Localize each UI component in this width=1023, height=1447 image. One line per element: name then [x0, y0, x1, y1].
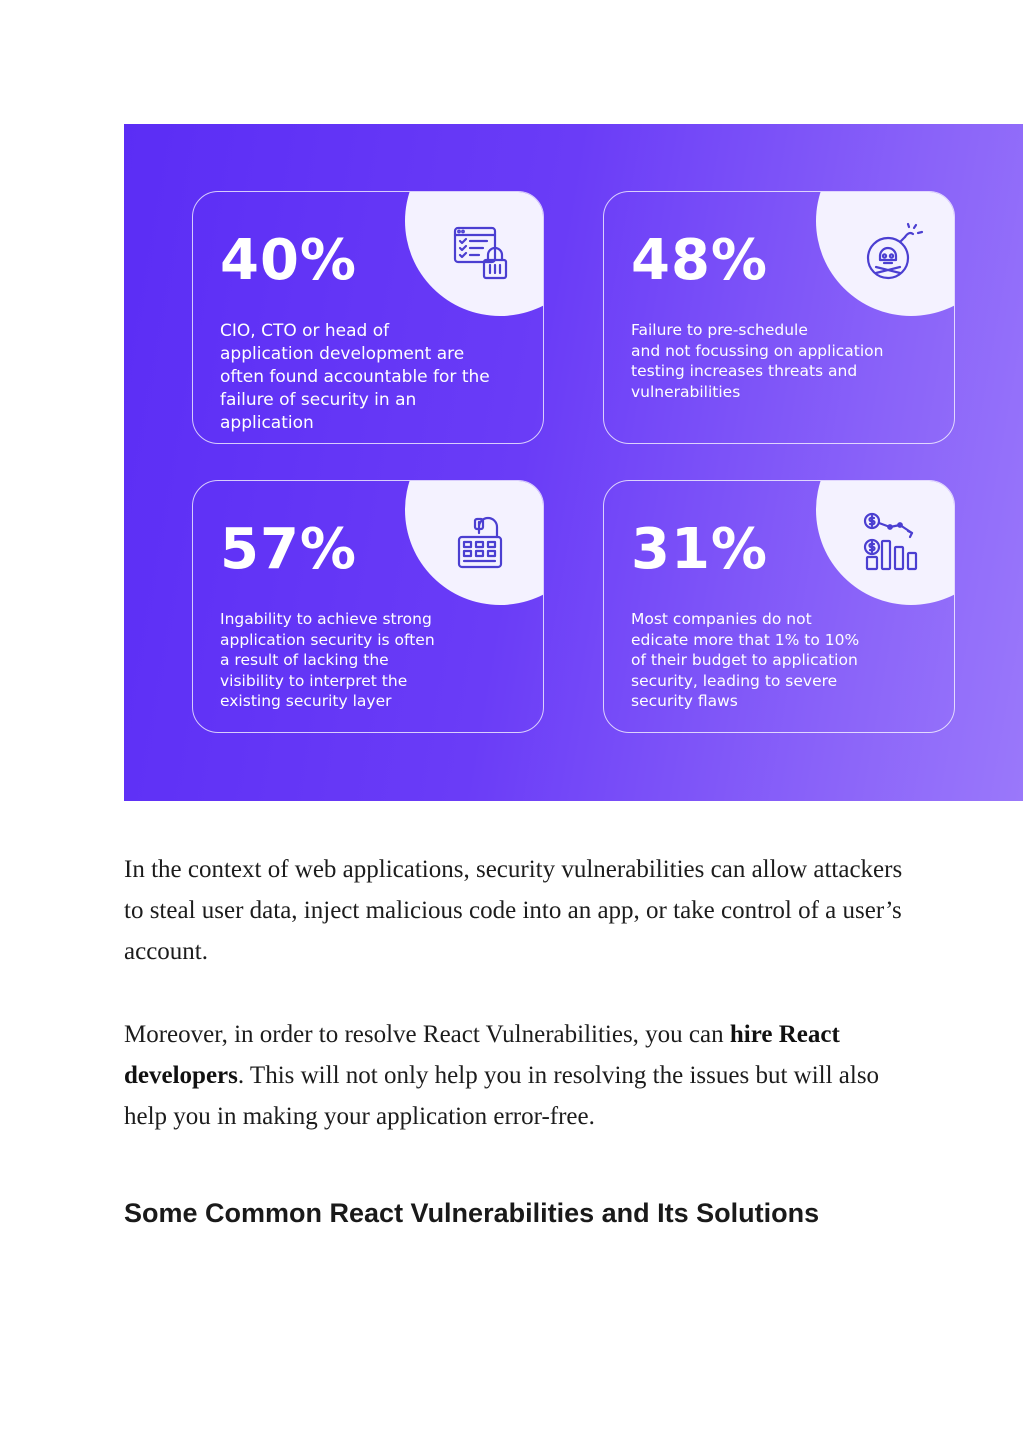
stat-card-accountability — [192, 191, 544, 444]
section-heading: Some Common React Vulnerabilities and Its Solutions — [124, 1198, 820, 1228]
stat-card-visibility — [192, 480, 544, 733]
budget-bar-chart-icon — [862, 511, 924, 573]
stat-value: 48% — [631, 228, 769, 293]
paragraph-text: . This will not only help you in resolving the issues but will also help you in making your application error-free. — [124, 1062, 880, 1130]
hire-react-developers-link[interactable]: hire React developers — [124, 1021, 840, 1089]
stat-value: 40% — [220, 228, 358, 293]
hire-developers-paragraph — [124, 1014, 924, 1137]
intro-paragraph: In the context of web applications, security vulnerabilities can allow attackers to steal user data, inject malicious code into an app, or take control of a user’s account. — [124, 856, 903, 965]
stat-description: Most companies do not edicate more that 1% to 10% of their budget to application security, leading to severe security flaws — [631, 610, 860, 710]
stat-card-budget — [603, 480, 955, 733]
stat-card-testing — [603, 191, 955, 444]
padlock-keypad-icon — [451, 511, 513, 573]
stat-value: 57% — [220, 517, 358, 582]
stat-description: CIO, CTO or head of application development are often found accountable for the failure of security in an application — [220, 321, 490, 433]
stat-description: Ingability to achieve strong application security is often a result of lacking the visibility to interpret the existing security layer — [220, 610, 435, 710]
stats-infographic — [124, 124, 1023, 801]
security-checklist-lock-icon — [451, 222, 513, 284]
bomb-skull-icon — [862, 222, 924, 284]
paragraph-text: Moreover, in order to resolve React Vulnerabilities, you can — [124, 1021, 730, 1048]
stat-value: 31% — [631, 517, 769, 582]
stat-description: Failure to pre-schedule and not focussing on application testing increases threats and vulnerabilities — [631, 321, 884, 401]
